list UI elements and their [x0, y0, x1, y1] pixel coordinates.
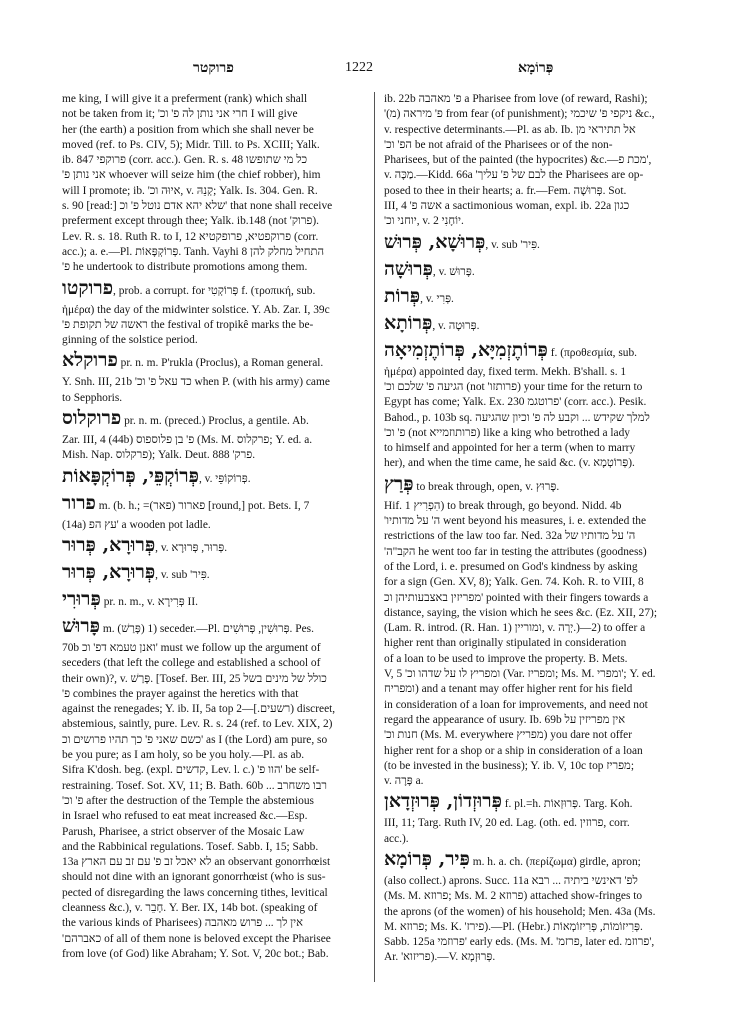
text-line: Bahod., p. 103b sq. למלך שקידש ... וקבע לה פ' וכיון שהגיעה: [384, 411, 650, 424]
text-line: seceders (that left the college and established a school of: [62, 657, 321, 670]
text-line: 'יוחני וכ, v. יוֹחָנִי 2.: [384, 215, 464, 228]
text-line: pected of disregarding the laws concerning tithes, levitical: [62, 886, 328, 899]
headword: פִּיר, פְּרוֹמָא: [384, 847, 470, 870]
entry-headword-line: [62, 464, 368, 491]
text-line: (to be invested in the business); Y. ib. V, 10c top מפריז;: [384, 759, 634, 772]
text-line: to Sepphoris.: [62, 391, 123, 404]
text-line: מפריזין באצבעותיהן וכ' pointed with their fingers towards a: [384, 591, 649, 604]
text-line: (also collect.) aprons. Succ. 11a לפ' דאינשי ביתיה ... רבא: [384, 874, 638, 887]
text-line: regard the appearance of usury. Ib. 69b אין מפריזין על: [384, 713, 626, 726]
text-line: in Israel who refused to eat meat increased &c.—Esp.: [62, 810, 308, 823]
headword: פרור: [62, 491, 96, 514]
headword: פְּרוֹתָא: [384, 311, 433, 334]
entry-headword-line: [384, 257, 694, 284]
entry-headword-line: [62, 348, 368, 375]
text-line: me king, I will give it a preferment (rank) which shall: [62, 93, 308, 105]
definition-text: , v. פְּרוּטָה.: [432, 319, 480, 332]
right-column: [384, 92, 694, 982]
headword: פרוקלא: [62, 349, 118, 372]
text-line: Mish. Nap. פרקלוס); Yalk. Deut. 888 'פרק.: [62, 449, 256, 462]
text-line: not be taken from it; 'חרי אני נותן לה פ' וכ I will give: [62, 108, 298, 121]
headword: פרוקטו: [62, 276, 114, 299]
headword: פְּרוֹת: [384, 284, 421, 307]
text-line: (Lam. R. introd. (R. Han. 1) ומוריין, v. יְרָה.)—2) to offer a: [384, 622, 646, 635]
definition-text: m. (b. h.; =פארור (פאר) [round,] pot. Bets. I, 7: [95, 499, 310, 512]
left-column: [62, 92, 368, 982]
text-line: כשם שאני פ' כך תהיו פרושים וכ' as I (the Lord) am pure, so: [62, 733, 328, 746]
headword: פָּרוּשׁ: [62, 614, 100, 637]
headword: פְּרוּרָא, פְּרוּר: [62, 560, 156, 583]
text-line: the aprons (of the women) of his household; Men. 43a (Ms.: [384, 905, 656, 918]
text-line: 'פ' וכ after the destruction of the Temple the abstemious: [62, 794, 314, 807]
text-line: Lev. R. s. 18. Ruth R. to I, 12 פרוקפטיא, פרופקטיא (corr.: [62, 230, 319, 243]
definition-text: , v. פְּרוֹקוֹפֵּי.: [198, 472, 251, 485]
text-line: 70b ואנן טעמא דפ' וכ' must we follow up the argument of: [62, 641, 321, 654]
text-line: from love (of God) like Abraham; Y. Sot. V, 20c bot.; Bab.: [62, 947, 329, 960]
headword: פְּרוּשָׁא, פְּרוּשׁ: [384, 230, 486, 253]
definition-text: , prob. a corrupt. for פְּרוֹקְטִי f. (τροπική, sub.: [113, 284, 316, 297]
headword: פְּרוֹתֶזְמִיָּא, פְּרוֹתֶזְמִיאָה: [384, 338, 548, 361]
definition-text: pr. n. m. (preced.) Proclus, a gentile. Ab.: [121, 415, 309, 428]
text-line: Parush, Pharisee, a strict observer of the Mosaic Law: [62, 825, 305, 838]
entry-headword-line: [62, 560, 368, 587]
entry-headword-line: [384, 311, 694, 338]
headword: פרוקלוס: [62, 407, 122, 430]
text-line: higher rent for a shop or a ship in consideration of a loan: [384, 744, 643, 757]
entry-headword-line: [384, 284, 694, 311]
definition-text: , v. פָּרוּשׁ.: [432, 265, 475, 278]
text-line: v. מַכָּה.—Kidd. 66a 'לבם של פ' עליך the Pharisees are op-: [384, 169, 644, 182]
text-line: 'כאברהם of all of them none is beloved except the Pharisee: [62, 932, 331, 945]
definition-text: m. h. a. ch. (περίζωμα) girdle, apron;: [469, 855, 641, 868]
headword: פְּרוּרָא, פְּרוּר: [62, 533, 156, 556]
text-line: her), and when the time came, he said &c. (v. פְּרוֹטְמָא).: [384, 457, 635, 470]
left-running-head: פרוקטר: [193, 60, 234, 76]
text-line: M. פרוזא; Ms. K. 'פירז).—Pl. (Hebr.) פְּרִיזוֹמוֹת, פְּרִיזוֹמְאוֹת.: [384, 920, 643, 933]
text-line: ib. 847 פרוקפי (corr. acc.). Gen. R. s. 48 כל מי שתופשו: [62, 154, 308, 167]
text-line: acc.).: [384, 832, 409, 845]
text-line: abstemious, saintly, pure. Lev. R. s. 24 (ref. to Lev. XIX, 2): [62, 718, 333, 731]
text-line: v. פָּרָה a.: [384, 775, 424, 788]
entry-headword-line: [384, 472, 694, 499]
text-line: Sifra K'dosh. beg. (expl. קדשים, Lev. l. c.) 'הוו פ' be self-: [62, 764, 320, 777]
text-line: should not dine with an ignorant gonorrhœist (who is sus-: [62, 871, 326, 884]
text-line: ומפריח) and a tenant may offer higher rent for his field: [384, 683, 633, 696]
text-line: higher rent than originally stipulated in consideration: [384, 637, 627, 650]
entry-headword-line: [384, 789, 694, 816]
definition-text: pr. n. m., v. פְּרִירָא II.: [100, 595, 198, 608]
entry-headword-line: [62, 491, 368, 518]
text-line: 'הגיעה פ' שלכם וכ (not 'פרותזו) your time for the return to: [384, 380, 643, 393]
text-line: the various kinds of Pharisees) אין לך ... פרוש מאהבה: [62, 917, 303, 930]
entry-headword-line: [62, 406, 368, 433]
text-line: 'פ he undertook to distribute promotions among them.: [62, 261, 308, 274]
entry-headword-line: [384, 230, 694, 257]
definition-text: m. (פָּרַשׁ) 1) seceder.—Pl. פְּרוּשִׁין, פְּרוּשִׁים. Pes.: [99, 622, 314, 635]
text-line: 'הקב"ה he went too far in testing the attributes (goodness): [384, 545, 647, 558]
text-line: (Ms. M. פרוזא; Ms. M. 2 פרוזא) attached show-fringes to: [384, 890, 643, 903]
entry-headword-line: [384, 847, 694, 874]
text-line: ἡμέρα) appointed day, fixed term. Mekh. B'shall. s. 1: [384, 365, 627, 378]
entry-headword-line: [384, 338, 694, 365]
column-divider: [374, 92, 375, 982]
text-line: 'פ' מיראה (מ) from fear (of punishment); ניקפי פ' שיכמי &c.,: [384, 108, 655, 121]
text-line: ib. 22b פ' מאהבה a Pharisee from love (of reward, Rashi);: [384, 93, 648, 105]
definition-text: f. (προθεσμία, sub.: [547, 346, 638, 359]
text-line: 'פ' וכ (not פרותוזמייא) like a king who betrothed a lady: [384, 426, 630, 439]
definition-text: f. pl.=h. פְּרוּזְאוֹת. Targ. Koh.: [501, 798, 633, 811]
text-line: posed to thee in their hearts; a. fr.—Fem. פְּרוּשָׁה. Sot.: [384, 184, 627, 197]
right-running-head: פְּרוֹמָא: [518, 60, 554, 76]
text-line: Egypt has come; Yalk. Ex. 230 פרוטגמ' (corr. acc.). Pesik.: [384, 396, 647, 409]
text-line: cleanness &c.), v. חָבֵר. Y. Ber. IX, 14b bot. (speaking of: [62, 901, 318, 914]
text-line: distance, saying, the vision which he sees &c. (Ez. XII, 27);: [384, 606, 657, 619]
text-line: will I promote; ib. 'איוּה וכ, v. קְנֵהּ; Yalk. Is. 304. Gen. R.: [62, 184, 318, 197]
text-line: ἡμέρα) the day of the midwinter solstice. Y. Ab. Zar. I, 39c: [62, 303, 330, 316]
text-line: s. 90 [read:] שלא יהא אדם נוטל פ' וכ' that none shall receive: [62, 200, 333, 213]
text-line: of a loan to be used to improve the property. B. Mets.: [384, 652, 628, 665]
definition-text: , v. פְּרִי.: [420, 292, 454, 305]
text-line: 'הפ' וכ be not afraid of the Pharisees or of the non-: [384, 138, 613, 151]
page-number: 1222: [345, 60, 373, 75]
headword: פְּרוֹקְפֵּי, פְּרוֹקְפָּאוֹת: [62, 464, 199, 487]
text-line: restraining. Tosef. Sot. XV, 11; B. Bath. 60b ... רבו משחרב: [62, 779, 327, 792]
text-line: Zar. III, 4 (44b) פ' בן פלוספוס (Ms. M. פרקלוס; Y. ed. a.: [62, 434, 313, 447]
text-line: of the Lord, i. e. presumed on God's kindness by asking: [384, 560, 638, 573]
text-line: and the Rabbinical regulations. Tosef. Sabb. I, 15; Sabb.: [62, 840, 319, 853]
text-line: v. respective determinants.—Pl. as ab. Ib. אל תתיראי מן: [384, 123, 636, 136]
text-line: against the renegades; Y. ib. II, 5a top רשעים.]—2) discreet,: [62, 703, 336, 716]
headword: פְּרוּזְדוֹן, פְּרוּזְדָאן: [384, 790, 502, 813]
text-line: 'פ combines the prayer against the heretics with that: [62, 687, 299, 700]
text-line: 13a לא יאכל זב פ' עם זב עם הארץ an observant gonorrhœist: [62, 856, 331, 869]
text-line: 'ה' על מדותיו went beyond his measures, i. e. extended the: [384, 515, 647, 528]
entry-headword-line: [62, 614, 368, 641]
text-line: Sabb. 125a פרוזמי' early eds. (Ms. M. 'פרזמ, later ed. פרוזמ',: [384, 936, 655, 949]
text-line: ginning of the solstice period.: [62, 334, 198, 347]
text-line: her (the earth) a position from which she shall never be: [62, 123, 314, 136]
text-line: their own)?, v. פָּרַשׁ. [Tosef. Ber. III, 25 כולל של מינים בשל: [62, 672, 327, 685]
entry-headword-line: [62, 533, 368, 560]
text-line: Pharisees, but of the painted (the hypocrites) &c.—מכת פ',: [384, 154, 652, 167]
text-line: 'חנות וכ (Ms. M. everywhere מפריץ) you dare not offer: [384, 729, 633, 742]
text-line: 'אני נותן פ whoever will seize him (the chief robber), him: [62, 169, 321, 182]
text-line: Ar. 'פריזוא).—V. פְּרוּזְמָא.: [384, 951, 496, 964]
text-line: moved (ref. to Ps. CIV, 5); Midr. Till. to Ps. XCIII; Yalk.: [62, 138, 320, 151]
definition-text: to break through, open, v. פָּרוּץ.: [413, 480, 560, 493]
text-line: Y. Snh. III, 21b 'כד עאל פ' וכ when P. (with his army) came: [62, 376, 330, 389]
definition-text: , v. פְּרוּר, פְּרוּרָא.: [155, 541, 228, 554]
entry-headword-line: [62, 276, 368, 303]
text-line: III, 11; Targ. Ruth IV, 20 ed. Lag. (oth. ed. פרוזין, corr.: [384, 817, 630, 830]
text-line: Hif. הִפְרִיץ 1) to break through, go beyond. Nidd. 4b: [384, 499, 622, 512]
text-line: be you pure; as I am holy, so be you holy.—Pl. as ab.: [62, 749, 305, 762]
page-header: [0, 60, 750, 82]
text-line: V, 5 'ומפריץ לו על שדהו וכ (Var. ומפריז; Ms. M. ומפרי'; Y. ed.: [384, 668, 656, 681]
text-line: to himself and appointed for her a term (when to marry: [384, 442, 636, 455]
text-line: 'ראשה של תקופת פ the festival of tropikê marks the be-: [62, 318, 314, 331]
definition-text: , v. sub 'פִּיר.: [485, 238, 540, 251]
text-line: III, 4 'אשה פ a sactimonious woman, expl. ib. 22a כגון: [384, 200, 630, 213]
entry-headword-line: [62, 587, 368, 614]
text-line: preferment except through thee; Yalk. ib.148 (not 'פרוק).: [62, 215, 320, 228]
definition-text: pr. n. m. P'rukla (Proclus), a Roman general.: [117, 357, 324, 370]
headword: פְּרַץ: [384, 472, 414, 495]
text-line: (14a) עץ הפ' a wooden pot ladle.: [62, 518, 211, 531]
text-line: restrictions of the law too far. Ned. 32a ה' על מדותיו של: [384, 530, 636, 543]
headword: פְּרוּרִי: [62, 587, 101, 610]
text-line: for a sign (Gen. XV, 8); Yalk. Gen. 74. Koh. R. to VIII, 8: [384, 576, 644, 589]
headword: פְּרוּשָׁה: [384, 257, 433, 280]
text-line: in consideration of a loan for improvements, and need not: [384, 698, 648, 711]
definition-text: , v. sub 'פִּיר.: [155, 568, 210, 581]
text-line: acc.); a. e.—Pl. פְּרוֹקְפָּאוֹת. Tanh. Vayhi 8 התחיל מחלק להן: [62, 245, 325, 258]
